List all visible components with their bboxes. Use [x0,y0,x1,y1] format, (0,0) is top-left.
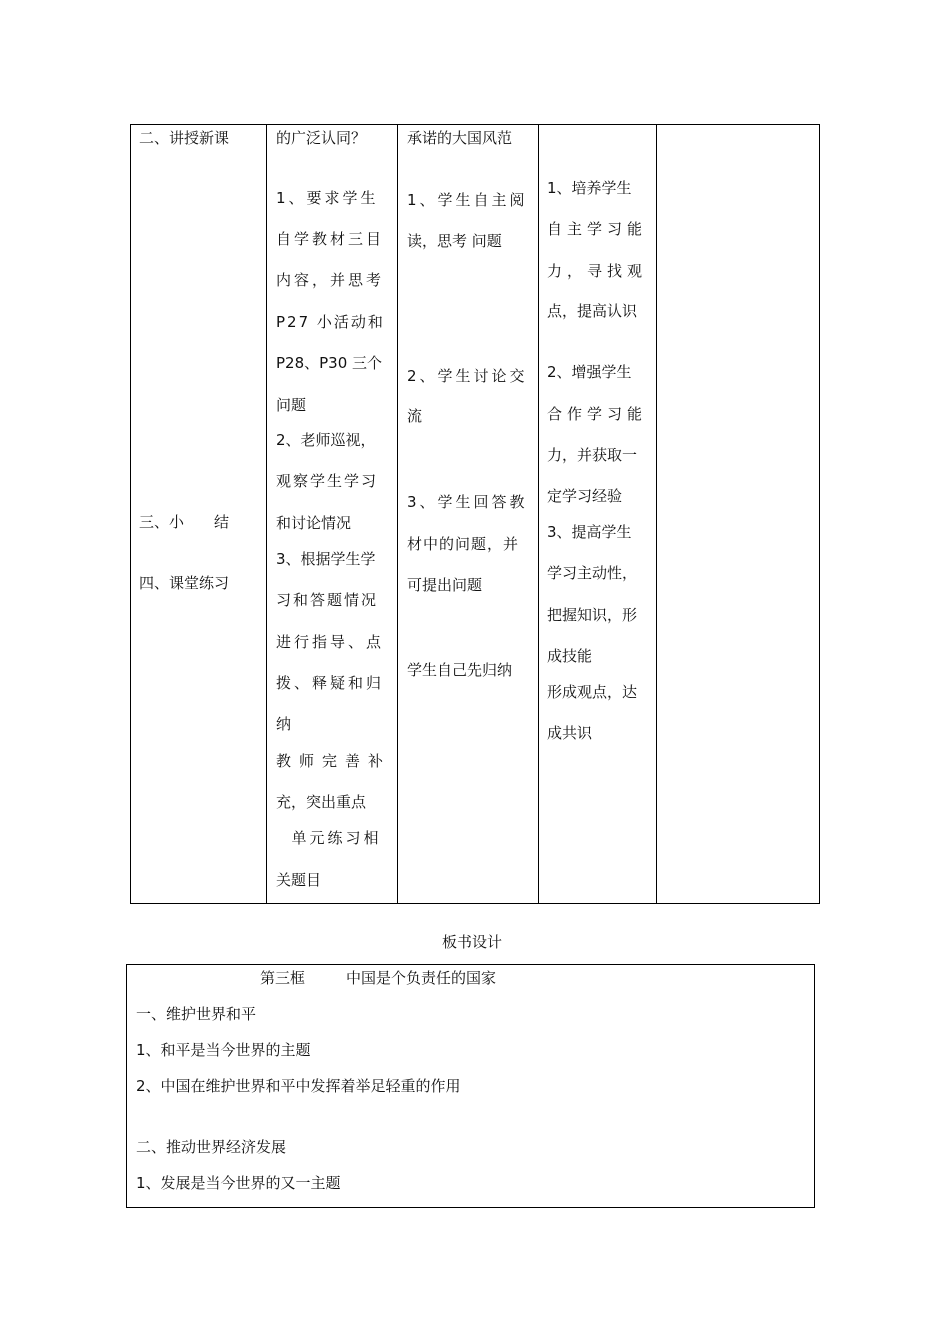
teacher-activity-line: 教师完善补 [276,752,392,770]
teacher-activity-line: 1、要求学生 [276,189,379,207]
section-summary: 三、小 结 [139,513,230,531]
board-title: 中国是个负责任的国家 [346,969,497,987]
board-design-heading: 板书设计 [442,933,503,951]
teacher-activity-line: 观察学生学习 [276,472,379,490]
design-intent-line: 成技能 [547,647,593,665]
design-intent-line: 1、培养学生 [547,179,632,197]
design-intent-line: 自主学习能 [547,220,648,238]
board-line: 1、和平是当今世界的主题 [136,1041,311,1059]
teacher-activity-line: 关题目 [276,871,322,889]
board-line: 2、中国在维护世界和平中发挥着举足轻重的作用 [136,1077,461,1095]
design-intent-line: 定学习经验 [547,487,623,505]
teacher-activity-line: 单元练习相 [276,829,382,847]
teacher-activity-line: 自学教材三目 [276,230,385,248]
table-divider [397,124,398,904]
student-activity-line: 承诺的大国风范 [407,129,513,147]
teacher-activity-line: 3、根据学生学 [276,550,376,568]
teacher-activity-line: 拨、释疑和归 [276,674,385,692]
student-activity-line: 1、学生自主阅 [407,191,528,209]
student-activity-line: 材中的问题，并 [407,535,520,553]
table-divider [266,124,267,904]
teacher-activity-line: 纳 [276,715,292,733]
student-activity-line: 2、学生讨论交 [407,367,528,385]
student-activity-line: 学生自己先归纳 [407,661,513,679]
student-activity-line: 可提出问题 [407,576,483,594]
section-teach-new: 二、讲授新课 [139,129,230,147]
student-activity-line: 3、学生回答教 [407,493,528,511]
design-intent-line: 成共识 [547,724,593,742]
design-intent-line: 2、增强学生 [547,363,632,381]
teacher-activity-line: P27 小活动和 [276,313,385,331]
design-intent-line: 把握知识，形 [547,606,638,624]
student-activity-line: 读，思考 问题 [407,232,502,250]
design-intent-line: 学习主动性， [547,564,638,582]
table-divider [656,124,657,904]
design-intent-line: 形成观点，达 [547,683,638,701]
teacher-activity-line: 进行指导、点 [276,633,385,651]
student-activity-line: 流 [407,407,423,425]
section-practice: 四、课堂练习 [139,574,230,592]
design-intent-line: 力，寻找观 [547,262,648,280]
teacher-activity-line: 充，突出重点 [276,793,367,811]
board-line: 二、推动世界经济发展 [136,1138,287,1156]
teacher-activity-line: 内容，并思考 [276,271,385,289]
board-line: 1、发展是当今世界的又一主题 [136,1174,341,1192]
table-divider [538,124,539,904]
design-intent-line: 合作学习能 [547,405,648,423]
design-intent-line: 点，提高认识 [547,302,638,320]
teacher-activity-line: 的广泛认同？ [276,129,367,147]
teacher-activity-line: 和讨论情况 [276,514,352,532]
teacher-activity-line: 2、老师巡视， [276,431,376,449]
design-intent-line: 3、提高学生 [547,523,632,541]
teacher-activity-line: 问题 [276,396,307,414]
teacher-activity-line: P28、P30 三个 [276,354,383,372]
design-intent-line: 力，并获取一 [547,446,638,464]
teacher-activity-line: 习和答题情况 [276,591,379,609]
board-line: 一、维护世界和平 [136,1005,257,1023]
board-title-prefix: 第三框 [260,969,306,987]
